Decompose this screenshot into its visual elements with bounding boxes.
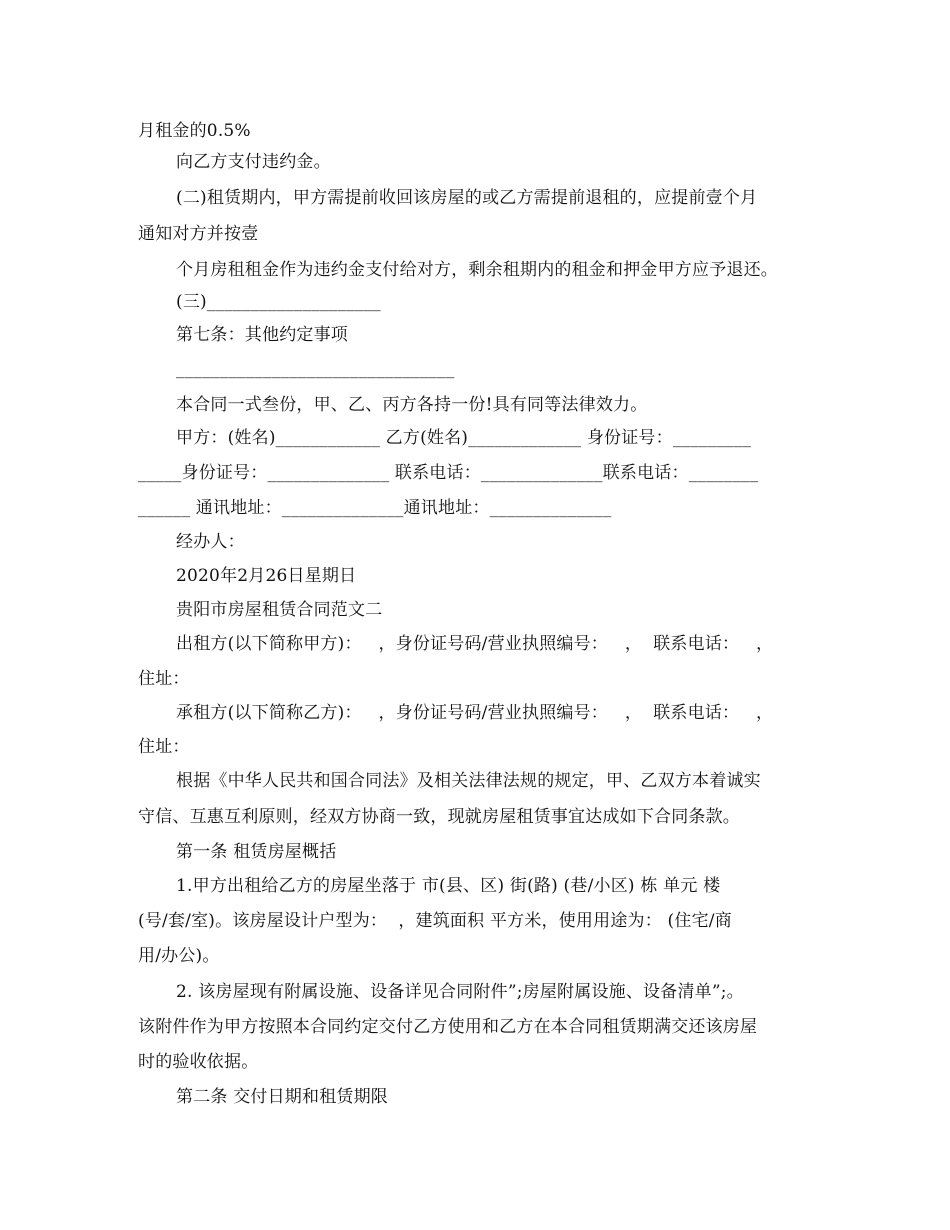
text-line: 承租方(以下简称乙方)： ，身份证号码/营业执照编号： ， 联系电话： ， <box>176 703 774 723</box>
signature-fields: ______ 通讯地址：______________通讯地址：______________ <box>138 498 612 518</box>
text-line: 守信、互惠互利原则，经双方协商一致，现就房屋租赁事宜达成如下合同条款。 <box>138 807 740 827</box>
signature-fields: 甲方：(姓名)____________ 乙方(姓名)_____________ 身份证号：_________ <box>176 428 752 448</box>
text-line: 用/办公)。 <box>138 946 220 966</box>
text-line: (二)租赁期内，甲方需提前收回该房屋的或乙方需提前退租的，应提前壹个月 <box>176 188 758 208</box>
section-heading: 第二条 交付日期和租赁期限 <box>176 1087 389 1107</box>
text-line: 住址： <box>138 669 190 689</box>
text-line: 时的验收依据。 <box>138 1052 259 1072</box>
text-line: 2. 该房屋现有附属设施、设备详见合同附件”;房屋附属设施、设备清单”;。 <box>176 982 744 1002</box>
text-line: 1.甲方出租给乙方的房屋坐落于 市(县、区) 街(路) (巷/小区) 栋 单元 楼 <box>176 876 721 896</box>
text-line: 根据《中华人民共和国合同法》及相关法律法规的规定，甲、乙双方本着诚实 <box>176 771 761 791</box>
date-line: 2020年2月26日星期日 <box>176 566 357 586</box>
text-line: 向乙方支付违约金。 <box>176 152 331 172</box>
text-line: 个月房租租金作为违约金支付给对方，剩余租期内的租金和押金甲方应予退还。 <box>176 260 778 280</box>
section-heading: 第七条：其他约定事项 <box>176 325 348 345</box>
section-heading: 第一条 租赁房屋概括 <box>176 842 337 862</box>
signature-fields: _____身份证号：______________ 联系电话：______________联系电话：________ <box>138 463 759 483</box>
text-line: 月租金的0.5% <box>138 121 251 141</box>
text-line: 通知对方并按壹 <box>138 224 259 244</box>
text-line: (三)____________________ <box>176 292 381 312</box>
text-line: 住址： <box>138 737 190 757</box>
text-line: 出租方(以下简称甲方)： ，身份证号码/营业执照编号： ， 联系电话： ， <box>176 634 774 654</box>
text-line: 该附件作为甲方按照本合同约定交付乙方使用和乙方在本合同租赁期满交还该房屋 <box>138 1017 758 1037</box>
text-line: 经办人： <box>176 532 245 552</box>
blank-line: ________________________________ <box>176 359 455 379</box>
text-line: 本合同一式叁份，甲、乙、丙方各持一份!具有同等法律效力。 <box>176 395 648 415</box>
document-title: 贵阳市房屋租赁合同范文二 <box>176 600 383 620</box>
text-line: (号/套/室)。该房屋设计户型为： ，建筑面积 平方米，使用用途为： (住宅/商 <box>138 911 732 931</box>
